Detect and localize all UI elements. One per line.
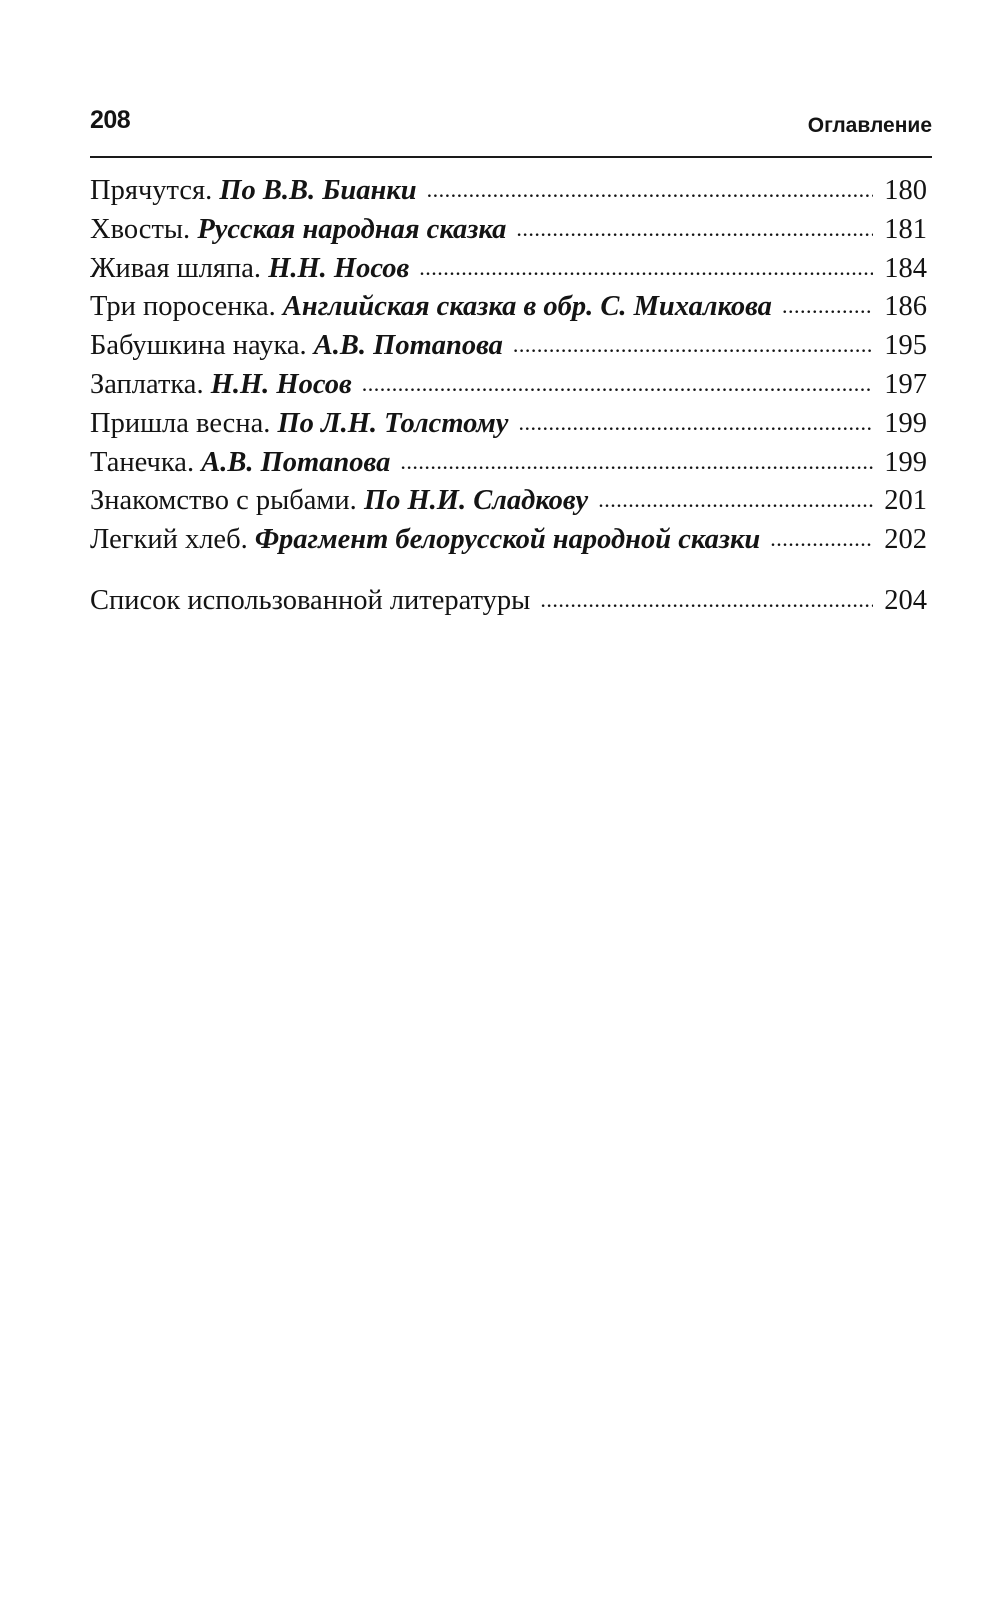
toc-entry-page: 181 <box>884 213 927 245</box>
toc-entry-title: Пришла весна. <box>90 407 271 439</box>
toc-entry-author: Английская сказка в обр. С. Михалкова <box>282 291 772 323</box>
toc-entry-page: 184 <box>884 252 927 284</box>
toc-entry-page: 186 <box>884 291 927 323</box>
dot-leader <box>362 365 873 404</box>
toc-entry-title: Легкий хлеб. <box>90 524 248 556</box>
toc-entry[interactable] <box>90 327 927 366</box>
page-header <box>90 100 932 158</box>
dot-leader <box>518 404 873 443</box>
toc-entry[interactable] <box>90 288 927 327</box>
toc-entry-page: 180 <box>884 175 927 206</box>
page-number: 208 <box>90 106 131 134</box>
toc-entry-author: А.В. Потапова <box>313 330 503 362</box>
toc-entry-title: Бабушкина наука. <box>90 330 307 362</box>
toc-entry-author: Н.Н. Носов <box>210 368 352 400</box>
toc-entry-author: По В.В. Бианки <box>219 175 417 206</box>
toc-entry[interactable] <box>90 211 927 250</box>
toc-entry-page: 199 <box>884 407 927 439</box>
toc-entry-title: Танечка. <box>90 446 195 478</box>
toc-entry[interactable] <box>90 250 927 289</box>
toc-entry-page: 199 <box>884 446 927 478</box>
toc-entry-page: 201 <box>884 485 927 517</box>
dot-leader <box>770 520 873 559</box>
toc-entry-author: Н.Н. Носов <box>268 252 410 284</box>
toc-entry-page: 204 <box>884 584 927 616</box>
running-head: Оглавление <box>807 114 932 137</box>
dot-leader <box>513 326 873 365</box>
toc-entry[interactable] <box>90 444 927 483</box>
dot-leader <box>598 481 873 520</box>
dot-leader <box>419 249 873 288</box>
toc-entry-title: Знакомство с рыбами. <box>90 485 357 517</box>
toc-entry[interactable] <box>90 172 927 211</box>
toc-entry[interactable] <box>90 366 927 405</box>
toc-entry-title: Хвосты. <box>90 213 191 245</box>
toc-entry-title: Живая шляпа. <box>90 252 262 284</box>
toc-entry-bibliography[interactable] <box>90 582 927 621</box>
dot-leader <box>400 443 873 482</box>
toc-entry-author: Фрагмент белорусской народной сказки <box>254 524 761 556</box>
dot-leader <box>782 287 873 326</box>
dot-leader <box>516 210 873 249</box>
toc-entry-title: Заплатка. <box>90 368 204 400</box>
toc-entry-author: А.В. Потапова <box>201 446 391 478</box>
toc-entry[interactable] <box>90 521 927 560</box>
toc-entry[interactable] <box>90 405 927 444</box>
dot-leader <box>427 171 873 210</box>
toc-entry-author: Русская народная сказка <box>197 213 507 245</box>
table-of-contents <box>90 172 927 621</box>
dot-leader <box>540 581 873 620</box>
toc-entry[interactable] <box>90 482 927 521</box>
toc-entry-title: Список использованной литературы <box>90 584 531 616</box>
toc-entry-page: 197 <box>884 368 927 400</box>
toc-entry-page: 195 <box>884 330 927 362</box>
toc-entry-author: По Л.Н. Толстому <box>277 407 509 439</box>
toc-entry-title: Три поросенка. <box>90 291 276 323</box>
toc-entry-page: 202 <box>884 524 927 556</box>
toc-entry-author: По Н.И. Сладкову <box>363 485 589 517</box>
toc-entry-title: Прячутся. <box>90 175 213 206</box>
